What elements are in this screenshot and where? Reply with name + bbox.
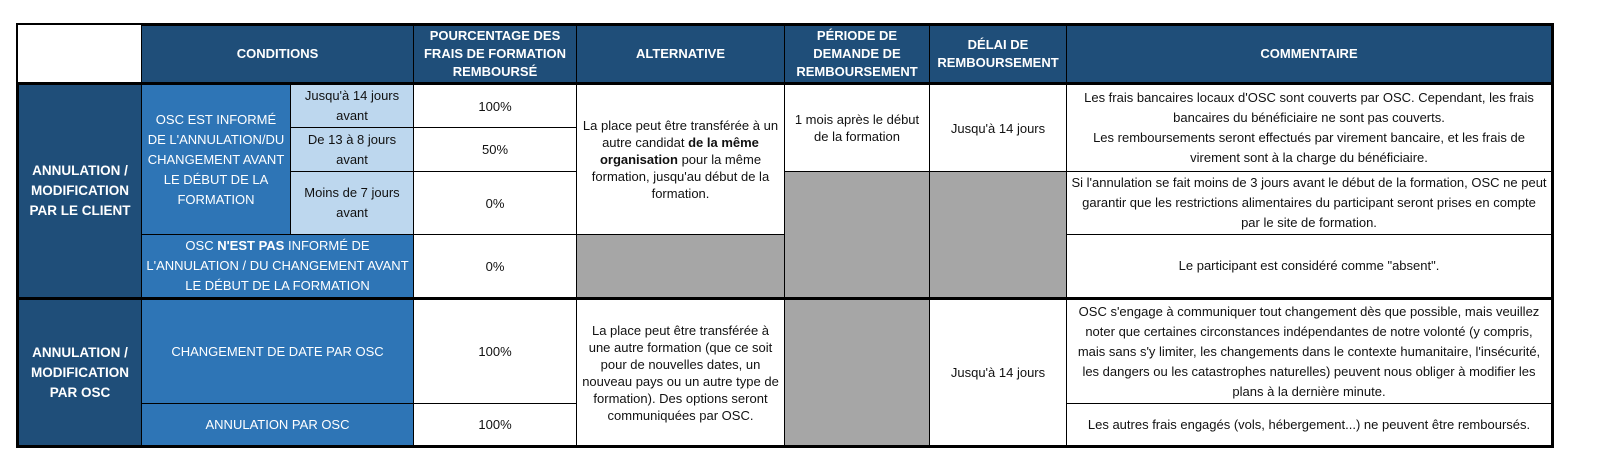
osc-refund-delay: Jusqu'à 14 jours [930, 299, 1067, 446]
header-request-period: PÉRIODE DE DEMANDE DE REMBOURSEMENT [785, 26, 930, 84]
osc-cancellation-percentage: 100% [414, 404, 577, 446]
client-refund-delay-na [930, 172, 1067, 299]
client-comment-bank-fees [1067, 84, 1552, 172]
client-group-label: ANNULATION / MODIFICATION PAR LE CLIENT [19, 84, 142, 299]
osc-row-date-change [19, 299, 1552, 404]
client-request-period: 1 mois après le début de la formation [785, 84, 930, 172]
refund-policy-table [18, 25, 1552, 446]
client-timing-less-7-days: Moins de 7 jours avant [291, 172, 414, 235]
osc-request-period-na [785, 299, 930, 446]
client-refund-delay: Jusqu'à 14 jours [930, 84, 1067, 172]
not-informed-text-2: INFORMÉ DE L'ANNULATION / DU CHANGEMENT AVANT LE DÉBUT DE LA FORMATION [146, 238, 409, 293]
osc-date-change-percentage: 100% [414, 299, 577, 404]
osc-alternative: La place peut être transférée à une autre formation (que ce soit pour de nouvelles dates, un nouveau pays ou un autre type de formation). Des options seront communiquées par OSC. [577, 299, 785, 446]
osc-date-change-label: CHANGEMENT DE DATE PAR OSC [142, 299, 414, 404]
client-not-informed-label [142, 235, 414, 299]
header-row [19, 26, 1552, 84]
client-not-informed-percentage: 0% [414, 235, 577, 299]
client-comment-1: Les frais bancaires locaux d'OSC sont couverts par OSC. Cependant, les frais bancaires du bénéficiaire ne sont pas couverts. [1084, 90, 1534, 125]
client-alternative-text-2: pour la même formation, jusqu'au début de la formation. [591, 152, 770, 201]
client-not-informed-comment: Le participant est considéré comme "absent". [1067, 235, 1552, 299]
client-percentage-less-7-days: 0% [414, 172, 577, 235]
client-timing-13-8-days: De 13 à 8 jours avant [291, 128, 414, 172]
client-informed-label: OSC EST INFORMÉ DE L'ANNULATION/DU CHANGEMENT AVANT LE DÉBUT DE LA FORMATION [142, 84, 291, 235]
header-percentage: POURCENTAGE DES FRAIS DE FORMATION REMBOURSÉ [414, 26, 577, 84]
client-timing-14-days: Jusqu'à 14 jours avant [291, 84, 414, 128]
client-row-14-days [19, 84, 1552, 128]
client-percentage-13-8-days: 50% [414, 128, 577, 172]
osc-cancellation-comment: Les autres frais engagés (vols, hébergement...) ne peuvent être remboursés. [1067, 404, 1552, 446]
osc-date-change-comment: OSC s'engage à communiquer tout changement dès que possible, mais veuillez noter que certaines circonstances indépendantes de notre volonté (y compris, mais sans s'y limiter, les changements dans le contexte humanitaire, l'insécurité, les dangers ou les catastrophes naturelles) peuvent nous obliger à modifier les plans à la dernière minute. [1067, 299, 1552, 404]
header-alternative: ALTERNATIVE [577, 26, 785, 84]
client-request-period-na [785, 172, 930, 299]
client-alternative-bold: de la même organisation [599, 135, 759, 167]
osc-group-label: ANNULATION / MODIFICATION PAR OSC [19, 299, 142, 446]
client-percentage-14-days: 100% [414, 84, 577, 128]
client-comment-2: Les remboursements seront effectués par virement bancaire, et les frais de virement sont à la charge du bénéficiaire. [1093, 130, 1525, 165]
header-conditions: CONDITIONS [142, 26, 414, 84]
client-alternative-text-1: La place peut être transférée à un autre candidat [582, 118, 779, 150]
header-comment: COMMENTAIRE [1067, 26, 1552, 84]
osc-cancellation-label: ANNULATION PAR OSC [142, 404, 414, 446]
client-not-informed-alternative-na [577, 235, 785, 299]
header-refund-delay: DÉLAI DE REMBOURSEMENT [930, 26, 1067, 84]
corner-cell [19, 26, 142, 84]
not-informed-bold: N'EST PAS [217, 238, 285, 253]
client-alternative [577, 84, 785, 235]
not-informed-text-1: OSC [185, 238, 218, 253]
client-comment-dietary: Si l'annulation se fait moins de 3 jours avant le début de la formation, OSC ne peut garantir que les restrictions alimentaires du participant seront prises en compte par le site de formation. [1067, 172, 1552, 235]
